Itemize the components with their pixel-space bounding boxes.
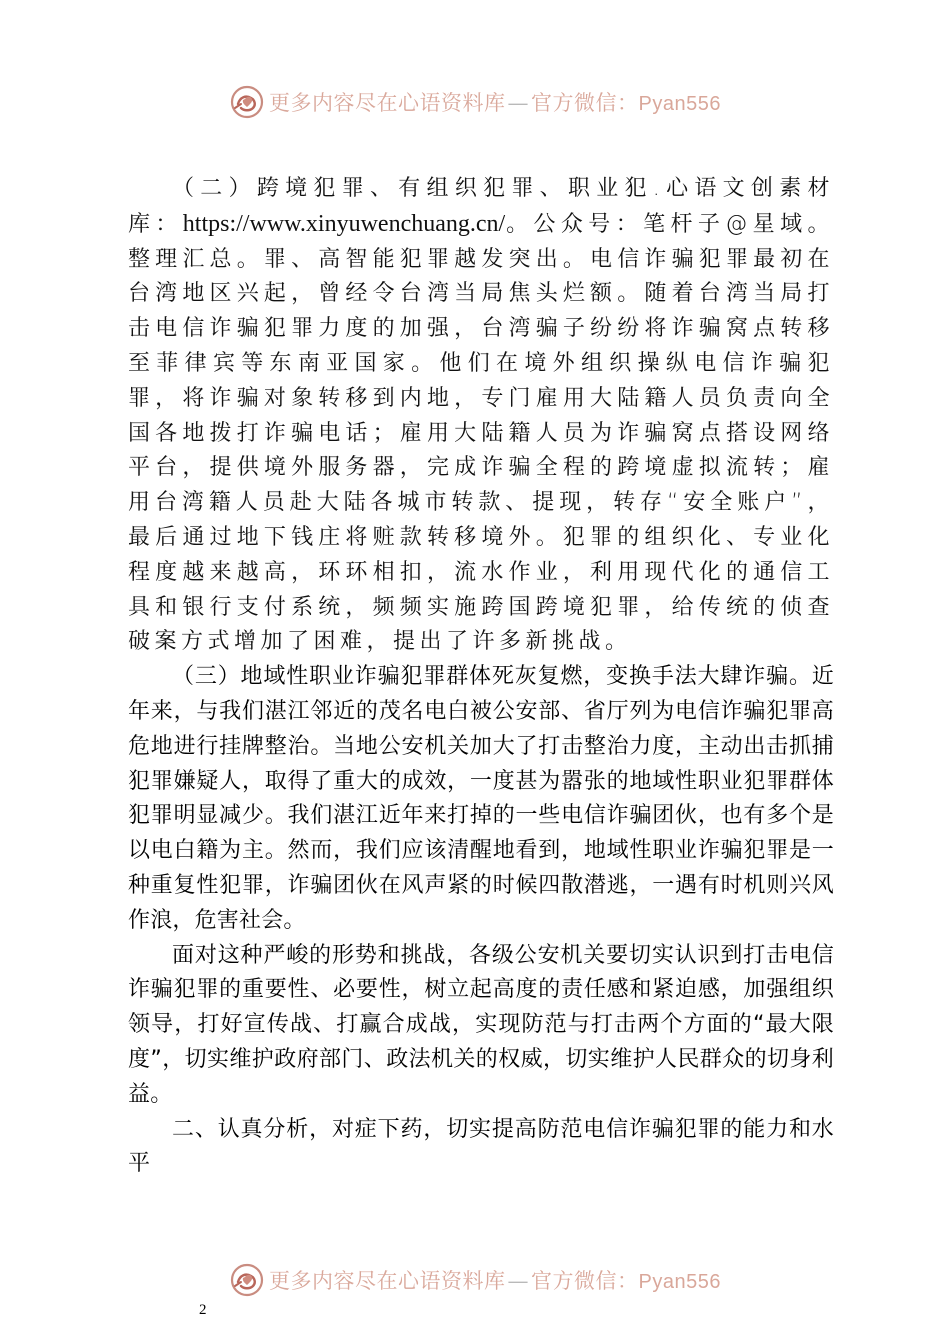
header-banner-text: 更多内容尽在心语资料库—官方微信：Pyan556 <box>269 91 721 115</box>
page-number: 2 <box>199 1302 207 1318</box>
handshake-heart-logo-icon <box>229 1262 265 1298</box>
header-banner <box>0 80 950 124</box>
paragraph-regional-fraud: （三）地域性职业诈骗犯罪群体死灰复燃，变换手法大肆诈骗。近年来，与我们湛江邻近的茂名电白被公安部、省厅列为电信诈骗犯罪高危地进行挂牌整治。当地公安机关加大了打击整治力度，主动出击抓捕犯罪嫌疑人，取得了重大的成效，一度甚为嚣张的地域性职业犯罪群体犯罪明显减少。我们湛江近年来打掉的一些电信诈骗团伙，也有多个是以电白籍为主。然而，我们应该清醒地看到，地域性职业诈骗犯罪是一种重复性犯罪，诈骗团伙在风声紧的时候四散潜逃，一遇有时机则兴风作浪，危害社会。 <box>128 664 834 933</box>
handshake-heart-logo-icon <box>229 84 265 120</box>
paragraph-cross-border-crime: （二）跨境犯罪、有组织犯罪、职业犯.心语文创素材库：https://www.xinyuwenchuang.cn/。公众号：笔杆子@星域。整理汇总。罪、高智能犯罪越发突出。电信诈骗犯罪最初在台湾地区兴起，曾经令台湾当局焦头烂额。随着台湾当局打击电信诈骗犯罪力度的加强，台湾骗子纷纷将诈骗窝点转移至菲律宾等东南亚国家。他们在境外组织操纵电信诈骗犯罪，将诈骗对象转移到内地，专门雇用大陆籍人员负责向全国各地拨打诈骗电话；雇用大陆籍人员为诈骗窝点搭设网络平台，提供境外服务器，完成诈骗全程的跨境虚拟流转；雇用台湾籍人员赴大陆各城市转款、提现，转存“安全账户”，最后通过地下钱庄将赃款转移境外。犯罪的组织化、专业化程度越来越高，环环相扣，流水作业，利用现代化的通信工具和银行支付系统，频频实施跨国跨境犯罪，给传统的侦查破案方式增加了困难，提出了许多新挑战。 <box>128 176 834 655</box>
document-body <box>128 172 834 1182</box>
section-heading: 二、认真分析，对症下药，切实提高防范电信诈骗犯罪的能力和水平 <box>128 1116 834 1177</box>
wechat-id: Pyan556 <box>638 1271 721 1293</box>
wechat-id: Pyan556 <box>638 93 721 115</box>
footer-banner-text: 更多内容尽在心语资料库—官方微信：Pyan556 <box>269 1269 721 1293</box>
website-url: https://www.xinyuwenchuang.cn/ <box>182 210 506 237</box>
paragraph-response: 面对这种严峻的形势和挑战，各级公安机关要切实认识到打击电信诈骗犯罪的重要性、必要性，树立起高度的责任感和紧迫感，加强组织领导，打好宣传战、打赢合成战，实现防范与打击两个方面的“最大限度”，切实维护政府部门、政法机关的权威，切实维护人民群众的切身利益。 <box>128 942 834 1107</box>
footer-banner <box>0 1258 950 1302</box>
